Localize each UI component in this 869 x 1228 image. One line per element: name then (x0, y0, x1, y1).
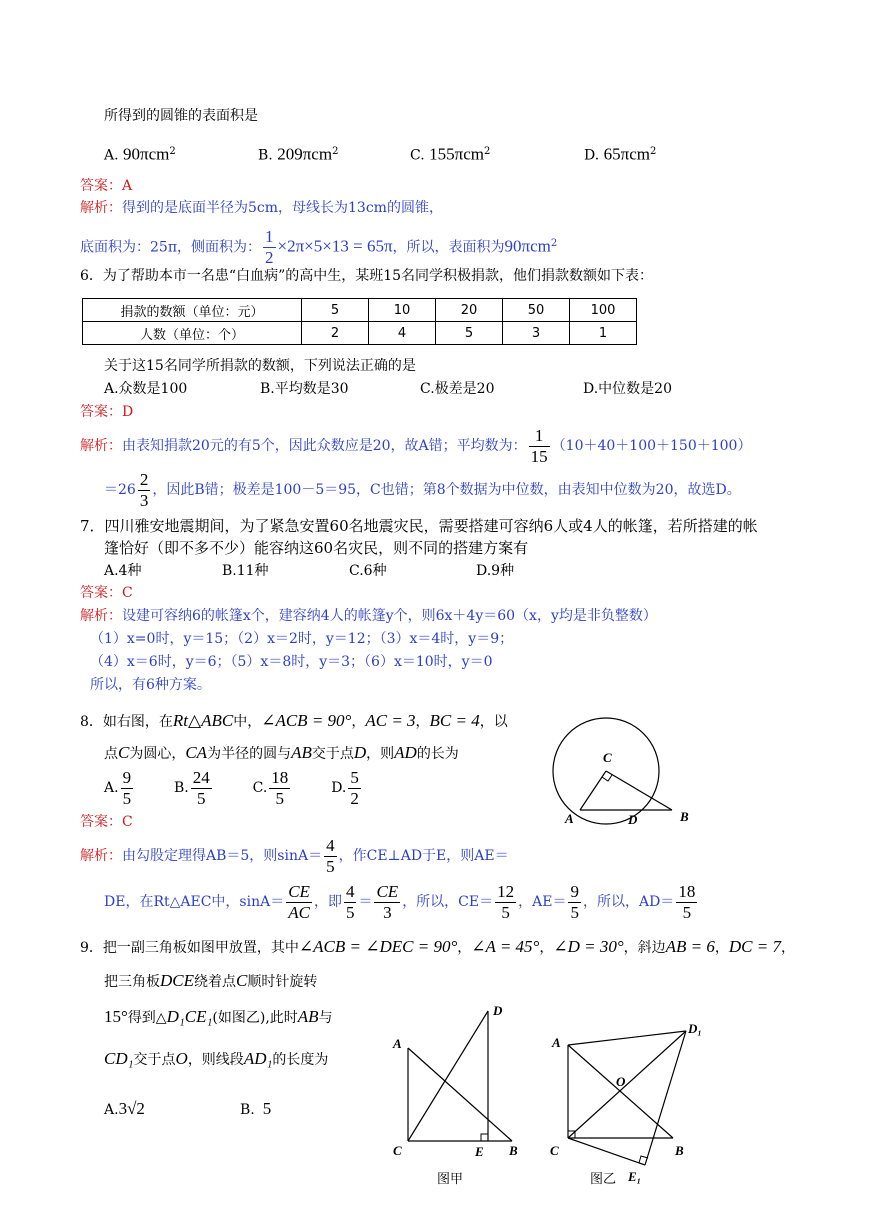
q7-analysis-line2: （1）x=0时，y＝15；（2）x＝2时，y＝12；（3）x＝4时，y＝9； (90, 631, 514, 647)
denominator: 5 (570, 902, 579, 922)
q8-option-d (331, 767, 363, 808)
point-label-b: B (680, 809, 689, 824)
q8-answer: 答案：C (80, 814, 133, 830)
analysis-text: ，即 (313, 894, 342, 910)
point-label-d: D (628, 812, 638, 827)
denominator: 5 (196, 788, 206, 808)
point-label-a: A (552, 1035, 561, 1050)
stem-text: ， (415, 714, 430, 730)
stem-text: 9．把一副三角板如图甲放置，其中 (80, 940, 299, 956)
formula: ∠ACB = ∠DEC = 90° (298, 937, 458, 956)
donation-table (82, 298, 637, 345)
denominator: 2 (265, 248, 274, 268)
stem-text: ， (539, 940, 554, 956)
q6-option-d: D.中位数是20 (583, 381, 672, 397)
analysis-text: ，作CE⊥AD于E，则AE＝ (338, 848, 509, 864)
stem-text: 顺时针旋转 (247, 974, 318, 990)
fraction (495, 882, 516, 923)
stem-text: 交于点 (311, 746, 354, 762)
numerator: 5 (350, 767, 359, 787)
denominator: 5 (501, 902, 510, 922)
q8-option-c (252, 767, 293, 808)
stem-text: 为圆心， (129, 746, 186, 762)
formula: AB (291, 743, 312, 762)
option-label: D. (331, 780, 347, 796)
analysis-text: ，因此B错；极差是100－5＝95，C也错；第8个数据为中位数，由表知中位数为20，故选D。 (152, 482, 741, 498)
q8-circle-triangle-figure (540, 700, 710, 830)
numerator: CE (376, 881, 399, 901)
analysis-text: 由表知捐款20元的有5个，因此众数应是20，故A错；平均数为： (122, 438, 527, 454)
option-value: 209πcm (277, 144, 333, 164)
formula: Rt△ABC (172, 711, 234, 730)
table-row (83, 322, 637, 345)
formula: 90πcm (504, 236, 551, 256)
fraction (191, 768, 212, 809)
analysis-text: ＝ (358, 894, 373, 910)
numerator: 9 (570, 881, 579, 901)
analysis-text: ，所以，AD＝ (582, 894, 675, 910)
q5-answer: 答案：A (80, 178, 133, 194)
point-label-c: C (550, 1143, 559, 1158)
q9-option-b (240, 1096, 271, 1123)
stem-text: ，则 (366, 746, 395, 762)
formula: DCE (160, 971, 194, 990)
point-label-d1: D₁ (688, 1021, 702, 1036)
denominator: 3 (139, 490, 149, 510)
numerator: 24 (192, 767, 210, 787)
q7-analysis-line1 (80, 606, 657, 626)
q9-stem-line3 (104, 1004, 333, 1031)
fraction (529, 426, 550, 467)
stem-text: 中， (233, 714, 262, 730)
q9-figure-yi (540, 995, 720, 1195)
stem-text: ， (457, 940, 472, 956)
analysis-label: 解析： (80, 848, 122, 864)
q6-answer: 答案：D (80, 404, 134, 420)
numerator: 4 (345, 881, 355, 901)
table-cell: 1 (570, 322, 637, 345)
table-cell: 50 (503, 299, 570, 322)
fraction (138, 470, 151, 511)
point-label-e1: E₁ (628, 1169, 642, 1184)
segment-ac (580, 771, 606, 810)
table-cell: 20 (436, 299, 503, 322)
stem-text: 把三角板 (104, 974, 160, 990)
q5-option-b (258, 142, 338, 166)
analysis-text: 设建可容纳6的帐篷x个，建容纳4人的帐篷y个，则6x＋4y＝60（x，y均是非负整数） (122, 608, 657, 624)
q7-option-d: D.9种 (476, 563, 515, 579)
q7-analysis-line4: 所以，有6种方案。 (90, 677, 211, 693)
q6-stem: 6．为了帮助本市一名患“白血病”的高中生，某班15名同学积极捐款，他们捐款数额如下表： (80, 268, 654, 284)
fraction (676, 882, 697, 923)
point-label-e: E (475, 1144, 484, 1159)
exponent: 2 (550, 238, 558, 249)
option-label: A. (104, 147, 119, 164)
formula: D (353, 743, 367, 762)
option-label: B. (173, 780, 189, 796)
figure-caption: 图乙 (590, 1172, 617, 1187)
right-angle-mark (481, 1134, 488, 1141)
option-exponent: 2 (650, 146, 657, 157)
q6-option-b: B.平均数是30 (260, 381, 349, 397)
segment-cd1 (568, 1031, 686, 1138)
q9-figure-jia (385, 995, 530, 1190)
formula: O (175, 1049, 188, 1068)
fraction (324, 836, 337, 877)
formula: ×2π×5×13 = 65π (277, 236, 393, 256)
table-header-cell: 人数（单位：个） (83, 322, 302, 345)
option-label: C. (410, 147, 425, 164)
formula: ∠D = 30° (553, 937, 624, 956)
q7-option-a: A.4种 (104, 563, 142, 579)
fraction (269, 768, 290, 809)
formula: BC = 4 (429, 711, 480, 730)
segment-ab (408, 1048, 512, 1141)
fraction (263, 227, 276, 268)
denominator: 5 (682, 902, 692, 922)
stem-text: 的长为 (416, 746, 459, 762)
stem-text: 得到△ (127, 1010, 167, 1026)
table-cell: 100 (570, 299, 637, 322)
analysis-text: （10＋40＋100＋150＋100） (551, 438, 752, 454)
table-cell: 2 (302, 322, 369, 345)
analysis-text: ，所以，表面积为 (392, 239, 505, 256)
point-label-b: B (509, 1143, 518, 1158)
q8-stem-line2 (104, 740, 459, 767)
fraction (374, 882, 400, 923)
denominator: 2 (350, 788, 359, 808)
numerator: 18 (271, 767, 289, 787)
q5-analysis-line1 (80, 198, 443, 218)
stem-text: ，以 (479, 714, 508, 730)
formula: AB = 6 (665, 937, 715, 956)
option-exponent: 2 (169, 146, 176, 157)
stem-text: 8．如右图，在 (80, 714, 173, 730)
option-value: 155πcm (429, 144, 484, 164)
stem-text: 交于点 (133, 1052, 176, 1068)
point-label-a: A (393, 1036, 402, 1051)
formula: AC = 3 (365, 711, 416, 730)
q9-stem-line1 (80, 934, 795, 961)
q5-option-c (410, 142, 490, 166)
stem-text: ， (351, 714, 366, 730)
stem-text: 绕着点 (194, 974, 236, 990)
denominator: 5 (275, 788, 285, 808)
q7-option-c: C.6种 (349, 563, 387, 579)
stem-text: ，则线段 (187, 1052, 244, 1068)
numerator: 4 (326, 835, 335, 855)
right-angle-mark (602, 775, 612, 781)
q8-stem-line1 (80, 708, 508, 735)
q8-analysis-line2 (104, 880, 699, 924)
numerator: 12 (497, 881, 515, 901)
q7-analysis-line3: （4）x＝6时，y＝6；（5）x＝8时，y＝3；（6）x＝10时，y＝0 (90, 654, 493, 670)
point-label-o: O (616, 1074, 626, 1089)
stem-text: 点 (104, 746, 118, 762)
q9-stem-line4 (104, 1046, 328, 1073)
point-label-d: D (493, 1003, 503, 1018)
figure-caption: 图甲 (437, 1172, 464, 1187)
numerator: CE (288, 881, 310, 901)
q7-answer: 答案：C (80, 585, 133, 601)
denominator: 5 (122, 788, 132, 808)
stem-text: 为半径的圆与 (207, 746, 292, 762)
stem-text: ，斜边 (623, 940, 666, 956)
q9-stem-line2 (104, 968, 317, 995)
q8-option-b (173, 767, 214, 808)
option-exponent: 2 (332, 146, 339, 157)
analysis-text: 由勾股定理得AB＝5，则sinA＝ (122, 848, 323, 864)
numerator: 9 (122, 767, 132, 787)
segment-ad1 (568, 1031, 686, 1045)
formula: D₁CE₁ (166, 1007, 213, 1026)
q8-option-a (104, 767, 135, 808)
formula: AD₁ (243, 1049, 273, 1068)
q5-analysis-line2 (80, 222, 557, 270)
segment-ce1 (568, 1138, 645, 1165)
denominator: 5 (326, 856, 335, 876)
option-label: B. (240, 1102, 255, 1118)
analysis-text: 得到的是底面半径为5cm，母线长为13cm的圆锥， (122, 200, 443, 216)
table-cell: 5 (436, 322, 503, 345)
segment-cb (606, 771, 672, 810)
fraction (344, 882, 357, 923)
q5-option-a (104, 142, 176, 166)
analysis-text: DE，在Rt△AEC中，sinA＝ (104, 894, 285, 910)
option-label: A. (104, 1102, 119, 1118)
analysis-label: 解析： (80, 200, 122, 216)
option-label: A. (104, 780, 119, 796)
point-label-c: C (603, 750, 612, 765)
stem-text: ， (714, 940, 729, 956)
formula: 15° (104, 1007, 128, 1026)
formula: CA (185, 743, 208, 762)
table-cell: 10 (369, 299, 436, 322)
fraction (121, 768, 134, 809)
table-cell: 4 (369, 322, 436, 345)
option-label: C. (252, 780, 268, 796)
q7-stem-line1: 7．四川雅安地震期间，为了紧急安置60名地震灾民，需要搭建可容纳6人或4人的帐篷，若所搭建的帐 (80, 517, 758, 535)
stem-text: (如图乙),此时 (212, 1010, 298, 1026)
formula: AB (297, 1007, 319, 1026)
q9-option-a (104, 1096, 145, 1123)
stem-text: 的长度为 (272, 1052, 329, 1068)
option-label: D. (584, 147, 600, 164)
numerator: 2 (139, 469, 149, 489)
formula: DC = 7 (728, 937, 781, 956)
stem-text: ， (781, 940, 795, 956)
denominator: 3 (383, 902, 392, 922)
point-label-a: A (565, 811, 574, 826)
fraction (286, 882, 312, 923)
denominator: AC (288, 902, 310, 922)
q7-stem-line2: 篷恰好（即不多不少）能容纳这60名灾民，则不同的搭建方案有 (104, 539, 529, 557)
table-cell: 5 (302, 299, 369, 322)
analysis-text: ，所以，CE＝ (402, 894, 494, 910)
analysis-text: ＝26 (104, 482, 136, 498)
fraction (348, 768, 361, 809)
q5-option-d (584, 142, 656, 166)
q6-analysis-line2 (104, 468, 741, 512)
q6-option-c: C.极差是20 (420, 381, 495, 397)
table-row (83, 299, 637, 322)
option-exponent: 2 (483, 146, 491, 157)
formula: CD₁ (104, 1049, 134, 1068)
option-value: 90πcm (123, 144, 170, 164)
analysis-label: 解析： (80, 438, 122, 454)
denominator: 15 (530, 446, 548, 466)
formula: C (236, 971, 248, 990)
denominator: 5 (345, 902, 355, 922)
q7-option-b: B.11种 (222, 563, 269, 579)
q8-analysis-line1 (80, 834, 509, 878)
formula: ∠A = 45° (471, 937, 540, 956)
q8-options (104, 766, 363, 810)
formula: ∠ACB = 90° (261, 711, 352, 730)
option-value: 3√2 (118, 1099, 145, 1118)
numerator: 1 (529, 426, 550, 447)
q6-question: 关于这15名同学所捐款的数额，下列说法正确的是 (104, 358, 416, 374)
numerator: 1 (265, 227, 274, 247)
analysis-text: 底面积为：25π，侧面积为： (80, 239, 262, 256)
q6-option-a: A.众数是100 (104, 381, 188, 397)
point-label-c: C (393, 1143, 402, 1158)
formula: C (118, 743, 130, 762)
analysis-text: ，AE＝ (518, 894, 567, 910)
table-header-cell: 捐款的数额（单位：元） (83, 299, 302, 322)
q6-analysis-line1 (80, 424, 751, 468)
segment-cd (408, 1011, 488, 1141)
table-cell: 3 (503, 322, 570, 345)
q5-stem: 所得到的圆锥的表面积是 (104, 108, 258, 124)
option-value: 5 (262, 1099, 272, 1118)
analysis-label: 解析： (80, 608, 122, 624)
point-label-b: B (675, 1143, 684, 1158)
option-value: 65πcm (603, 144, 650, 164)
formula: AD (394, 743, 417, 762)
numerator: 18 (678, 881, 696, 901)
option-label: B. (258, 147, 273, 164)
stem-text: 与 (318, 1010, 333, 1026)
fraction (568, 882, 581, 923)
